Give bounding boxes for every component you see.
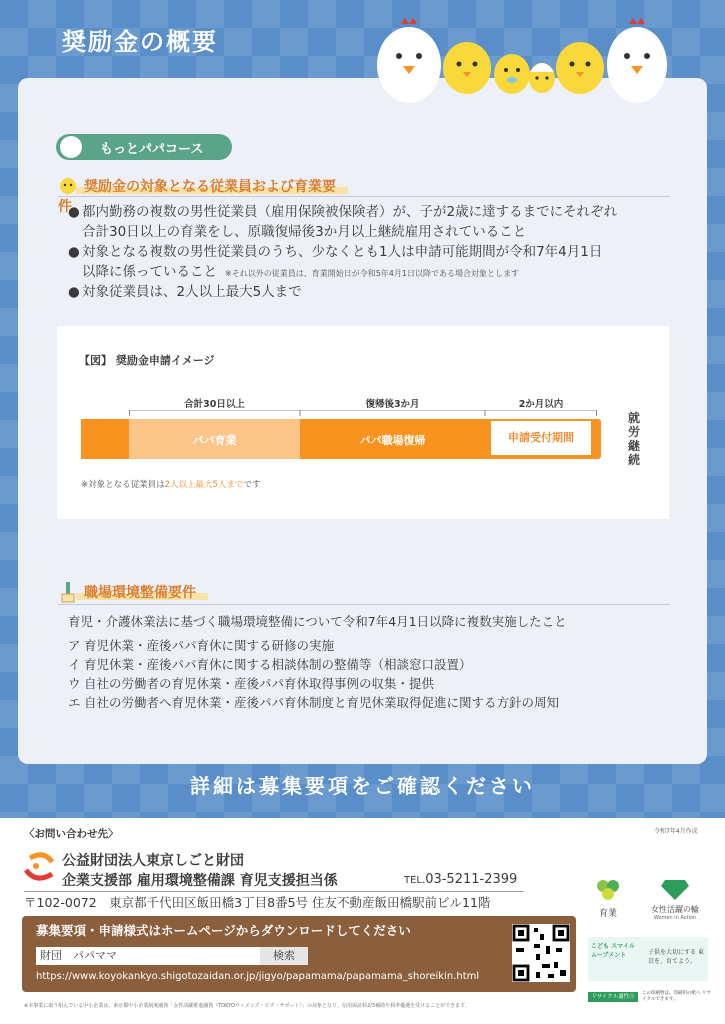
issued-date: 令和7年4月作成 xyxy=(654,828,698,835)
search-button[interactable]: 検索 xyxy=(260,947,308,965)
bullet-line: 都内勤務の複数の男性従業員（雇用保険被保険者）が、子が2歳に達するまでにそれぞれ xyxy=(82,204,618,220)
page-title: 奨励金の概要 xyxy=(62,28,218,56)
application-figure xyxy=(57,326,669,519)
segment-label: 合計30日以上 xyxy=(129,396,300,410)
ikugyo-logo-icon xyxy=(593,876,623,902)
divider xyxy=(58,604,670,605)
recycle-mark: リサイクル適性Ⓐ xyxy=(588,992,638,1002)
figure-title: 【図】 奨励金申請イメージ xyxy=(79,354,215,367)
bullet-line: 合計30日以上の育業をし、原職復帰後3か月以上継続雇用されていること xyxy=(82,224,527,240)
inquiry-label: 〈お問い合わせ先〉 xyxy=(24,828,119,840)
kodomo-smile-logo: こども スマイル ムーブメント 子供を大切にする 東京を、育てよう。 xyxy=(588,937,708,981)
environment-item: エ 自社の労働者へ育児休業・産後パパ育休制度と育児休業取得促進に関する方針の周知 xyxy=(68,695,560,710)
environment-item: イ 育児休業・産後パパ育休に関する相談体制の整備等（相談窓口設置） xyxy=(68,657,472,672)
download-box xyxy=(22,916,576,992)
details-banner: 詳細は募集要項をご確認ください xyxy=(190,774,535,798)
section1-heading xyxy=(58,176,348,215)
environment-item: ア 育児休業・産後パパ育休に関する研修の実施 xyxy=(68,638,335,653)
section1-heading-text: 奨励金の対象となる従業員および育業要件 xyxy=(58,179,336,215)
org-department: 企業支援部 雇用環境整備課 育児支援担当係 xyxy=(62,873,338,889)
application-period-box: 申請受付期間 xyxy=(491,421,591,455)
environment-item: ウ 自社の労働者の育児休業・産後パパ育休取得事例の収集・提供 xyxy=(68,676,435,691)
environment-intro: 育児・介護休業法に基づく職場環境整備について令和7年4月1日以降に複数実施したこと xyxy=(68,614,567,629)
women-in-action-logo: 女性活躍の輪 Women in Action xyxy=(640,878,710,921)
section2-heading xyxy=(58,582,208,600)
section2-heading-text: 職場環境整備要件 xyxy=(84,585,196,601)
bullet-line: 対象となる複数の男性従業員のうち、少なくとも1人は申請可能期間が令和7年4月1日 xyxy=(82,244,603,260)
divider xyxy=(24,891,524,892)
foundation-logo-icon xyxy=(22,848,56,886)
fine-print: ※本事業に取り組んでいる中小企業は、東京都中小企業制度融資「女性活躍推進融資（TOKYOウィメンズ・ビズ・サポート）」の対象となり、信用保証料2/3補助や利率優遇を受けることができます。 xyxy=(24,1003,470,1009)
chicken-icon xyxy=(60,136,82,158)
bullet-dot-icon: ● xyxy=(68,284,80,300)
course-badge xyxy=(56,134,232,160)
bullet-item xyxy=(68,202,668,242)
qr-code-icon[interactable] xyxy=(512,924,570,982)
gem-icon xyxy=(661,878,689,900)
end-label: 就労継続 xyxy=(627,411,640,467)
bullet-line: 対象従業員は、2人以上最大5人まで xyxy=(82,284,302,300)
course-label: もっとパパコース xyxy=(100,142,204,157)
bar-label: パパ職場復帰 xyxy=(359,434,426,447)
bullet-line: 以降に係っていること xyxy=(82,264,217,280)
chick-characters-illustration xyxy=(375,10,675,105)
bullet-dot-icon: ● xyxy=(68,244,80,260)
segment-label: 2か月以内 xyxy=(485,396,597,410)
bullet-dot-icon: ● xyxy=(68,204,80,220)
org-name: 公益財団法人東京しごと財団 xyxy=(62,853,244,869)
search-input[interactable]: 財団 パパママ xyxy=(36,947,260,965)
divider xyxy=(58,196,670,197)
address: 〒102-0072 東京都千代田区飯田橋3丁目8番5号 住友不動産飯田橋駅前ビル11階 xyxy=(24,895,491,910)
bullet-item xyxy=(68,282,668,302)
download-title: 募集要項・申請様式はホームページからダウンロードしてください xyxy=(36,923,411,938)
bullet-item xyxy=(68,242,668,282)
ikugyo-logo: 育業 xyxy=(588,876,628,919)
website-link[interactable]: https://www.koyokankyo.shigotozaidan.or.jp/jigyo/papamama/papamama_shoreikin.html xyxy=(36,971,480,982)
bar-label: パパ育業 xyxy=(192,434,237,447)
recycle-note: この印刷物は、印刷用の紙へ リサイクルできます。 xyxy=(642,991,711,1002)
telephone: TEL.03-5211-2399 xyxy=(404,872,518,887)
bullet-note: ※それ以外の従業員は、育業開始日が令和5年4月1日以降である場合対象とします xyxy=(225,269,519,278)
figure-note: ※対象となる従業員は2人以上最大5人までです xyxy=(81,480,261,490)
segment-label: 復帰後3か月 xyxy=(300,396,485,410)
